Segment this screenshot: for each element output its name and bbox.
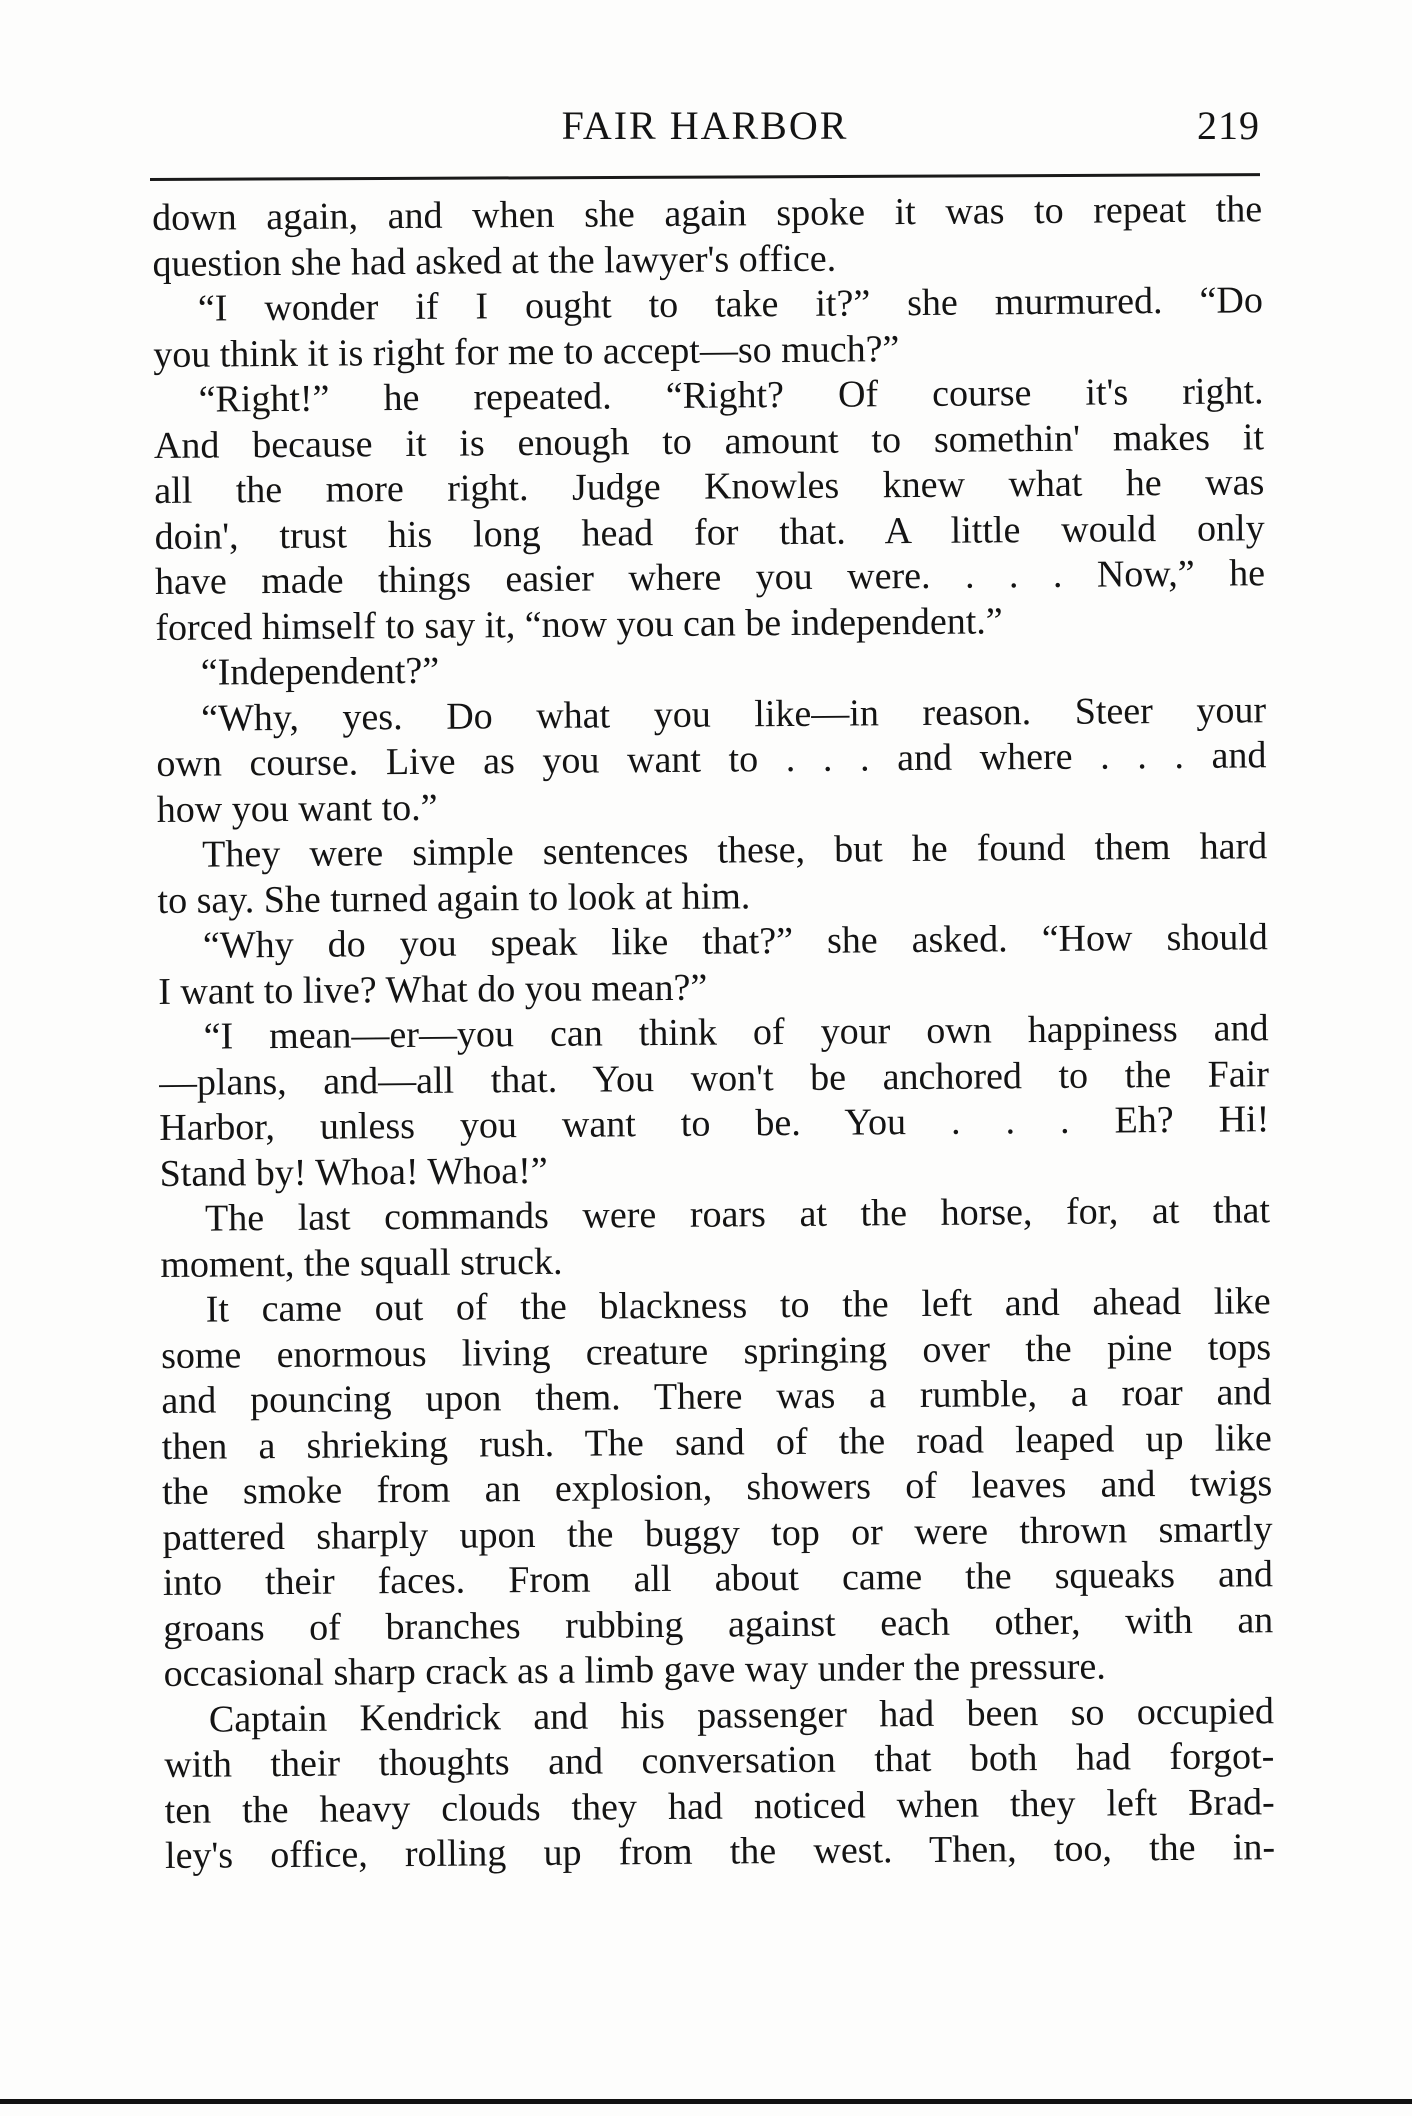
text-line: occasional sharp crack as a limb gave way under the pressure. — [163, 1645, 1106, 1695]
text-line: some enormous living creature springing over the pine tops — [160, 1325, 1272, 1377]
text-line: “Right!” he repeated. “Right? Of course it's right. — [198, 370, 1264, 421]
text-line: Harbor, unless you want to be. You . . . Eh? Hi! — [159, 1098, 1270, 1149]
text-line: Stand by! Whoa! Whoa!” — [159, 1149, 548, 1195]
text-line: ley's office, rolling up from the west. Then, too, the in- — [164, 1826, 1276, 1877]
text-line: you think it is right for me to accept—so much?” — [153, 327, 900, 376]
text-line: have made things easier where you were. . . . Now,” he — [154, 552, 1266, 603]
text-line: own course. Live as you want to . . . and where . . . and — [156, 734, 1267, 785]
text-line: Captain Kendrick and his passenger had been so occupied — [208, 1689, 1275, 1741]
text-line: to say. She turned again to look at him. — [157, 874, 751, 922]
text-line: the smoke from an explosion, showers of leaves and twigs — [162, 1462, 1273, 1513]
text-line: pattered sharply upon the buggy top or were thrown smartly — [162, 1507, 1273, 1559]
text-line: And because it is enough to amount to somethin' makes it — [153, 415, 1265, 467]
text-line: —plans, and—all that. You won't be anchored to the Fair — [158, 1052, 1270, 1104]
text-line: The last commands were roars at the horse, for, at that — [204, 1189, 1271, 1240]
page-header — [150, 96, 1260, 156]
text-line: “Why do you speak like that?” she asked. “How should — [202, 916, 1269, 967]
header-rule — [150, 173, 1260, 181]
text-line: forced himself to say it, “now you can be independent.” — [155, 599, 1003, 649]
text-line: I want to live? What do you mean?” — [158, 966, 708, 1013]
text-line: “I mean—er—you can think of your own happiness and — [203, 1007, 1269, 1058]
text-line: with their thoughts and conversation that both had forgot- — [164, 1735, 1275, 1786]
page-number: 219 — [1197, 103, 1260, 148]
text-line: “I wonder if I ought to take it?” she murmured. “Do — [197, 279, 1264, 330]
text-line: “Why, yes. Do what you like—in reason. Steer your — [200, 688, 1267, 740]
text-line: moment, the squall struck. — [160, 1240, 563, 1286]
text-line: then a shrieking rush. The sand of the road leaped up like — [161, 1416, 1272, 1468]
scan-bottom-edge — [0, 2099, 1412, 2104]
text-line: groans of branches rubbing against each other, with an — [163, 1598, 1274, 1650]
text-line: down again, and when she again spoke it was to repeat the — [152, 188, 1263, 239]
text-line: doin', trust his long head for that. A little would only — [154, 506, 1265, 558]
text-line: into their faces. From all about came the squeaks and — [162, 1553, 1274, 1604]
text-line: how you want to.” — [156, 786, 438, 831]
text-line: ten the heavy clouds they had noticed when they left Brad- — [164, 1780, 1275, 1832]
running-title: FAIR HARBOR — [561, 103, 849, 148]
text-line: “Independent?” — [200, 649, 440, 694]
text-line: and pouncing upon them. There was a rumble, a roar and — [161, 1371, 1272, 1422]
text-line: question she had asked at the lawyer's office. — [152, 237, 837, 285]
body-text — [152, 187, 1275, 1879]
text-line: It came out of the blackness to the left and ahead like — [205, 1280, 1271, 1331]
text-line: all the more right. Judge Knowles knew what he was — [154, 461, 1265, 512]
text-line: They were simple sentences these, but he found them hard — [202, 825, 1268, 876]
